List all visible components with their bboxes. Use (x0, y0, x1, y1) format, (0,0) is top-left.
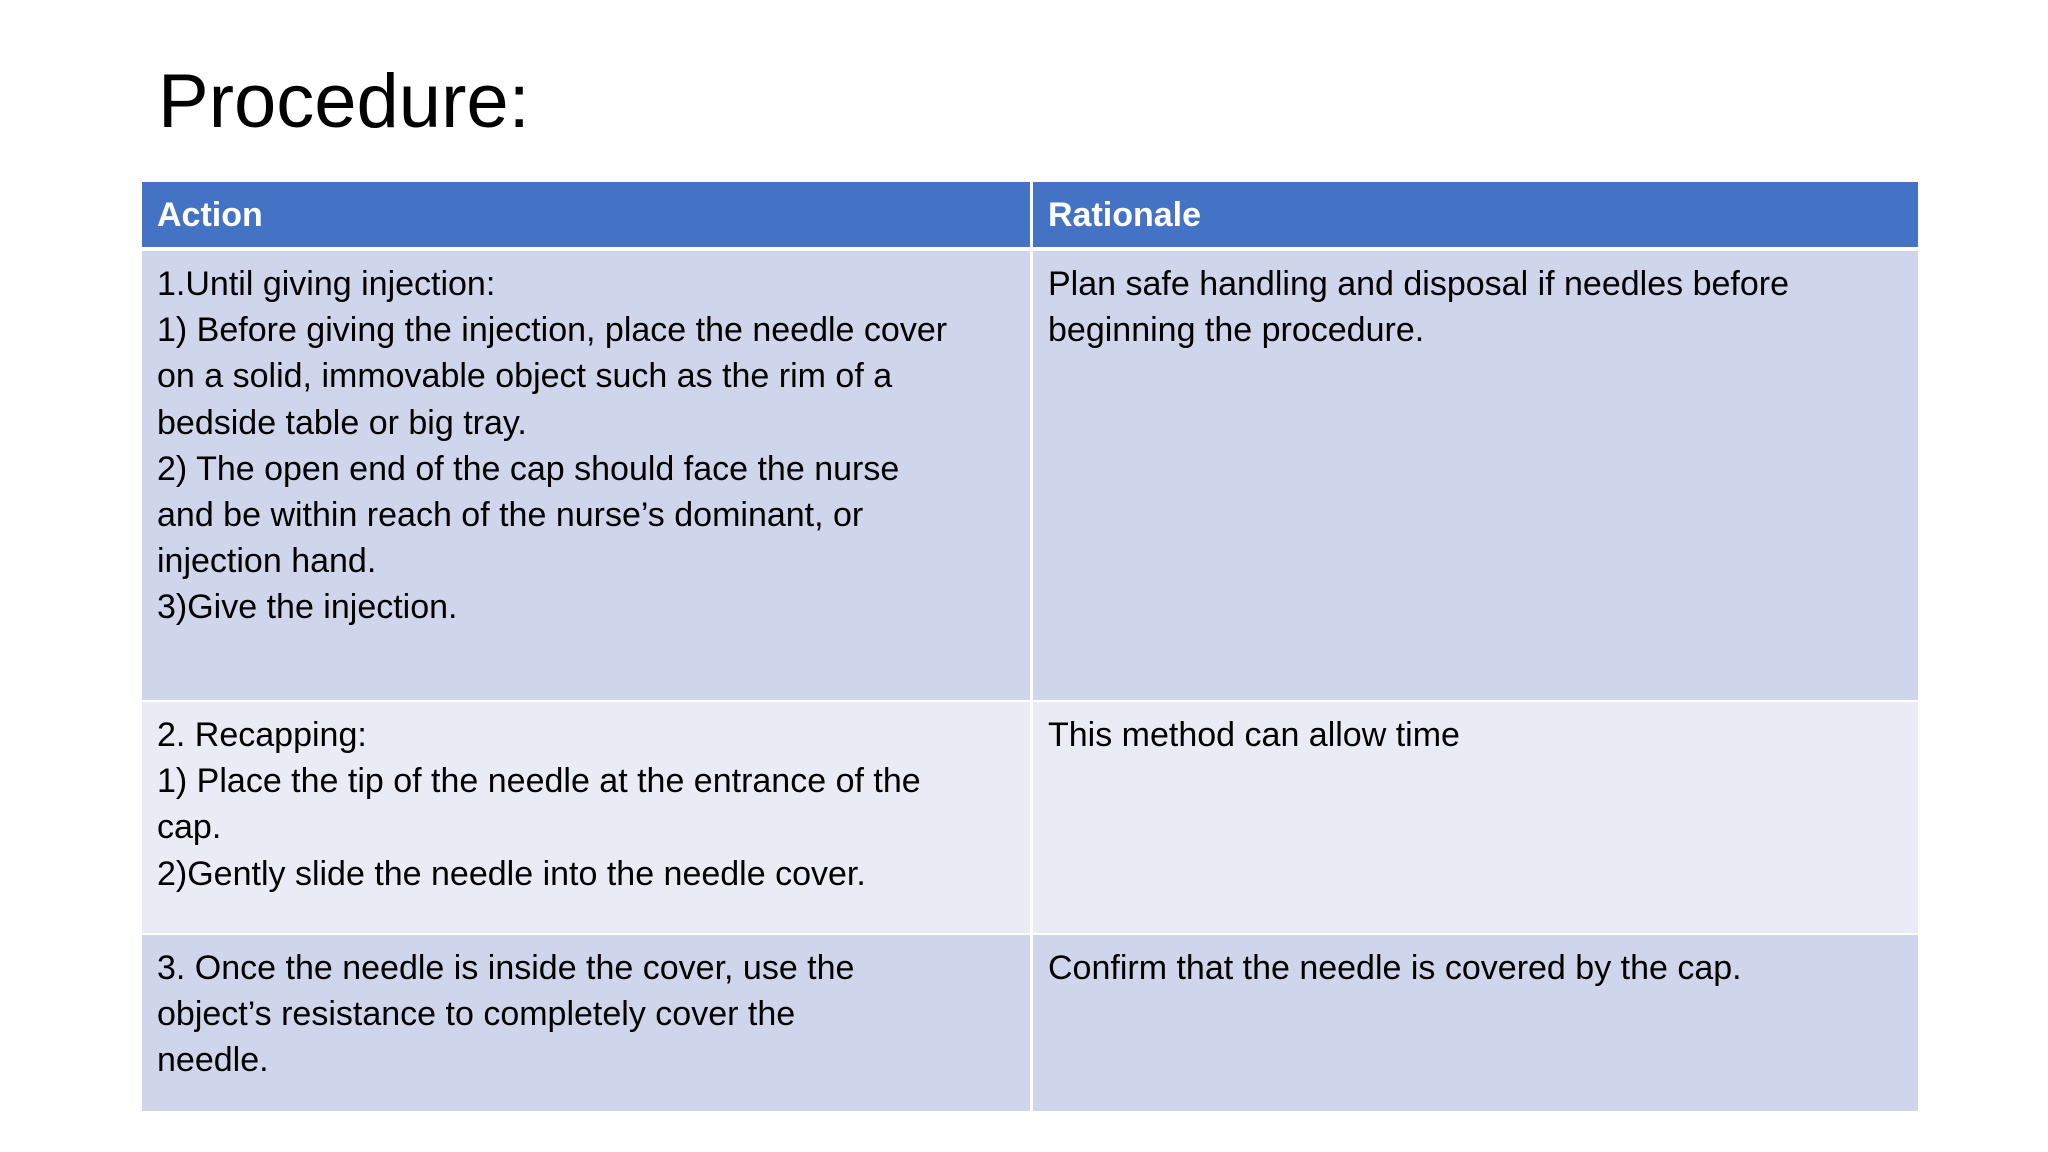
header-action: Action (142, 182, 1030, 251)
action-cell: 1.Until giving injection: 1) Before giving the injection, place the needle cover on a solid, immovable object such as the rim of a bedside table or big tray. 2) The open end of the cap should face the nurse and be within reach of the nurse’s dominant, or injection hand. 3)Give the injection. (142, 251, 1030, 700)
table-row (142, 700, 1918, 933)
action-cell: 3. Once the needle is inside the cover, use the object’s resistance to completely cover the needle. (142, 933, 1030, 1111)
rationale-cell: Plan safe handling and disposal if needles before beginning the procedure. (1030, 251, 1918, 700)
table-row (142, 933, 1918, 1111)
procedure-table (142, 182, 1918, 1111)
rationale-cell: Confirm that the needle is covered by the cap. (1030, 933, 1918, 1111)
table-header-row (142, 182, 1918, 251)
table-row (142, 251, 1918, 700)
header-rationale: Rationale (1030, 182, 1918, 251)
rationale-cell: This method can allow time (1030, 700, 1918, 933)
slide-title: Procedure: (158, 59, 530, 144)
action-cell: 2. Recapping: 1) Place the tip of the needle at the entrance of the cap. 2)Gently slide the needle into the needle cover. (142, 700, 1030, 933)
